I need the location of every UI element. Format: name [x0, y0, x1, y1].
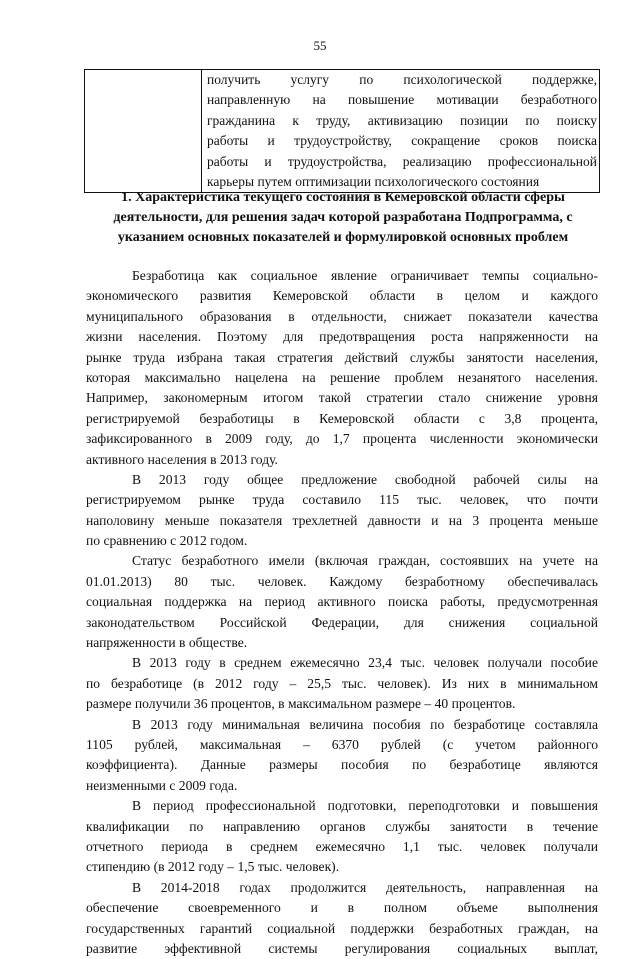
paragraph-line: активного населения в 2013 году.: [86, 451, 278, 467]
table-cell-line: направленную на повышение мотивации безработного: [207, 92, 597, 108]
paragraph-line: наполовину меньше показателя трехлетней давности и на 3 процента меньше: [86, 512, 598, 528]
paragraph-line: коэффициента). Данные размеры пособия по безработице являются: [86, 757, 598, 773]
paragraph-line: В 2013 году минимальная величина пособия по безработице составляла: [132, 716, 598, 732]
table-text-cell: [202, 70, 600, 193]
heading-line: деятельности, для решения задач которой разработана Подпрограмма, с: [113, 210, 573, 225]
paragraph-line: напряженности в обществе.: [86, 635, 248, 651]
table-cell-line: карьеры путем оптимизации психологического состояния: [207, 174, 540, 190]
paragraph-line: регистрируемой безработицы в Кемеровской области с 3,8 процента,: [86, 410, 598, 426]
paragraph-line: В 2013 году общее предложение свободной рабочей силы на: [132, 471, 598, 487]
paragraph-line: рынке труда избрана такая стратегия действий службы занятости населения,: [86, 349, 598, 365]
paragraph-line: В период профессиональной подготовки, переподготовки и повышения: [132, 798, 598, 814]
table-empty-cell: [85, 70, 202, 193]
paragraph-line: законодательством Российской Федерации, для снижения социальной: [86, 614, 598, 630]
paragraph-line: Статус безработного имели (включая граждан, состоявших на учете на: [132, 553, 598, 569]
paragraph-line: развитие эффективной системы регулирования социальных выплат,: [86, 940, 598, 956]
table-cell-line: работы и трудоустройства, реализацию профессиональной: [207, 153, 597, 169]
paragraph: [86, 715, 598, 797]
paragraph-line: зафиксированного в 2009 году, до 1,7 процента численности экономически: [86, 431, 598, 447]
paragraph-line: В 2013 году в среднем ежемесячно 23,4 тыс. человек получали пособие: [132, 655, 598, 671]
paragraph-line: экономического развития Кемеровской области в целом и каждого: [86, 288, 598, 304]
paragraph-line: социальная поддержка на период активного поиска работы, предусмотренная: [86, 594, 598, 610]
paragraph-line: Безработица как социальное явление ограничивает темпы социально-: [132, 268, 598, 283]
paragraph-line: по сравнению с 2012 годом.: [86, 533, 248, 549]
paragraph-line: которая максимально нацелена на решение проблем незанятого населения.: [86, 369, 598, 385]
paragraph: [86, 653, 598, 714]
paragraph-line: В 2014-2018 годах продолжится деятельность, направленная на: [132, 879, 598, 895]
paragraph-line: жизни населения. Поэтому для предотвращения роста напряженности на: [86, 329, 598, 345]
page-number: 55: [313, 38, 327, 53]
paragraph-line: размере получили 36 процентов, в максимальном размере – 40 процентов.: [86, 696, 516, 712]
paragraph-line: отчетного периода в среднем ежемесячно 1,1 тыс. человек получали: [86, 838, 598, 854]
paragraph-line: государственных гарантий социальной поддержки безработных граждан, на: [86, 920, 598, 936]
paragraph-line: Например, закономерным итогом такой стратегии стало снижение уровня: [86, 390, 598, 406]
table-cell-line: работы и трудоустройству, сокращение сроков поиска: [207, 133, 597, 149]
paragraph: [86, 266, 598, 470]
heading-line: 1. Характеристика текущего состояния в Кемеровской области сферы: [121, 190, 565, 205]
paragraph: [86, 470, 598, 552]
paragraph-line: квалификации по направлению органов службы занятости в течение: [86, 818, 598, 834]
paragraph: [86, 551, 598, 653]
paragraph-line: по безработице (в 2012 году – 25,5 тыс. человек). Из них в минимальном: [86, 675, 598, 691]
paragraph-line: обеспечение своевременного и в полном объеме выполнения: [86, 900, 598, 916]
body-text: [86, 266, 598, 959]
paragraph-line: 01.01.2013) 80 тыс. человек. Каждому безработному обеспечивалась: [86, 573, 598, 589]
heading-line: указанием основных показателей и формулировкой основных проблем: [117, 230, 569, 245]
paragraph-line: неизменными с 2009 года.: [86, 777, 238, 793]
paragraph-line: 1105 рублей, максимальная – 6370 рублей (с учетом районного: [86, 736, 598, 752]
continuation-table: [84, 69, 600, 193]
paragraph-line: муниципального образования в отдельности, снижает показатели качества: [86, 308, 598, 324]
table-cell-line: гражданина к труду, активизацию позиции по поиску: [207, 112, 597, 128]
table-cell-line: получить услугу по психологической поддержке,: [207, 72, 597, 87]
paragraph-line: регистрируемом рынке труда составило 115 тыс. человек, что почти: [86, 492, 598, 508]
paragraph: [86, 878, 598, 959]
paragraph-line: стипендию (в 2012 году – 1,5 тыс. человек).: [86, 859, 340, 875]
section-heading: [86, 188, 600, 248]
paragraph: [86, 796, 598, 878]
